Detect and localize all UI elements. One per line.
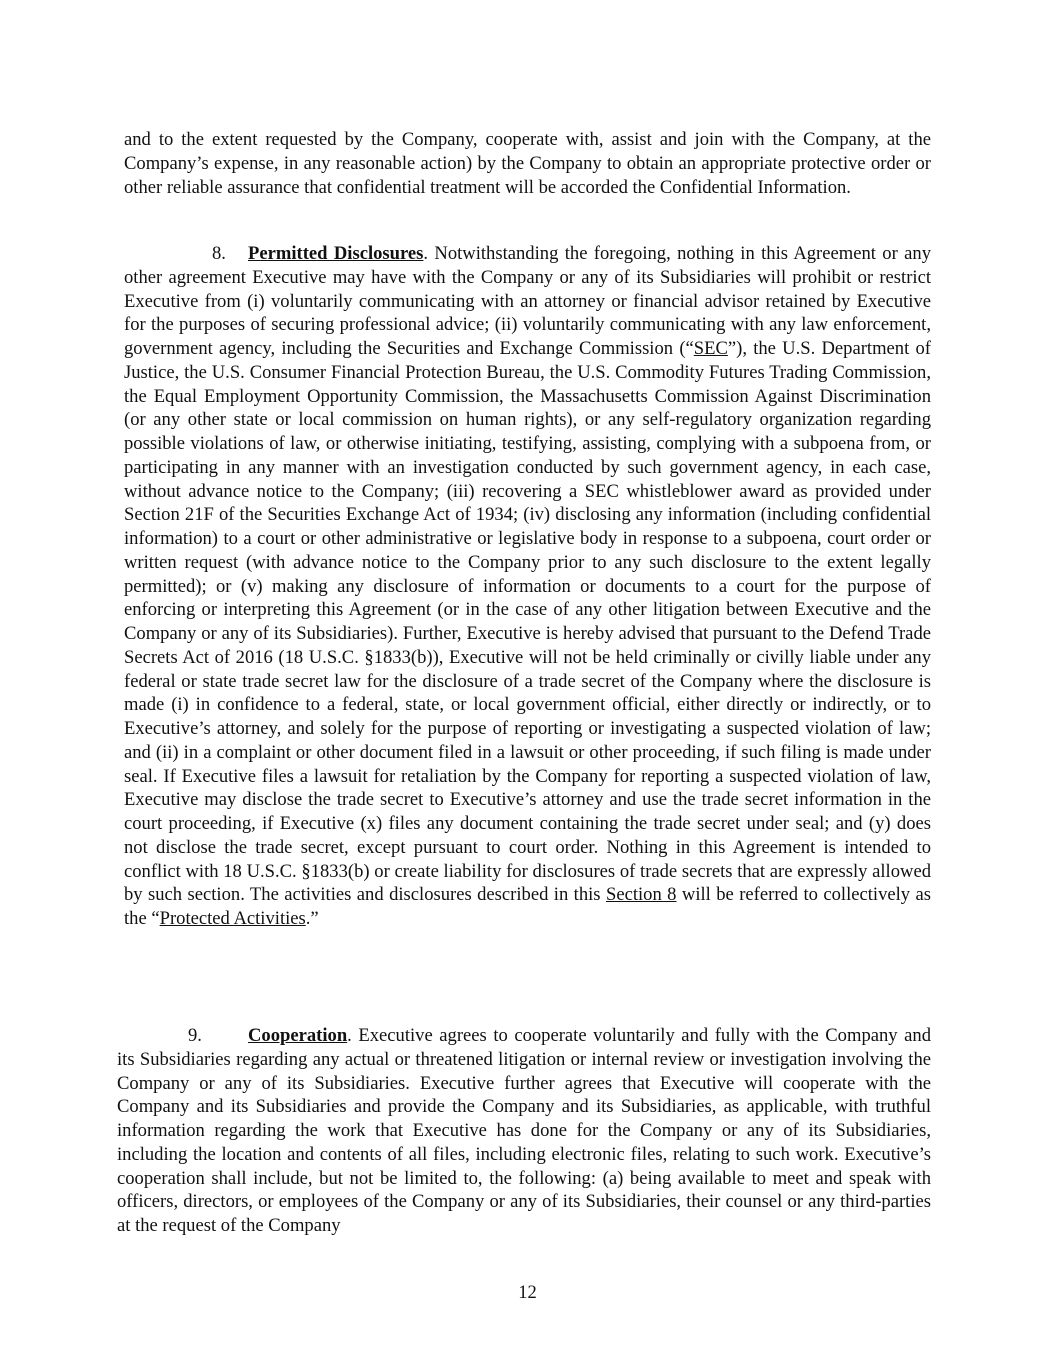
page-number: 12 — [518, 1282, 537, 1303]
continued-paragraph — [124, 128, 931, 199]
sec-defined-term: SEC — [693, 338, 728, 359]
section-8-text-3: will be referred to collectively as the “ — [124, 884, 932, 929]
section-9-text: . Executive agrees to cooperate voluntarily and fully with the Company and its Subsidiaries regarding any actual or threatened litigation or internal review or investigation involving the Company or any of its Subsidiaries. Executive further agrees that Executive will cooperate with the Company and its Subsidiaries and provide the Company and its Subsidiaries, as applicable, with truthful information regarding the work that Executive has done for the Company or any of its Subsidiaries, including the location and contents of all files, including electronic files, relating to such work. Executive’s cooperation shall include, but not be limited to, the following: (a) being available to meet and speak with officers, directors, or employees of the Company or any of its Subsidiaries, their counsel or any third-parties at the request of the Company — [117, 1025, 931, 1236]
section-8-text-2: ”), the U.S. Department of Justice, the U.S. Consumer Financial Protection Bureau, the U.S. Commodity Futures Trading Commission, the Equal Employment Opportunity Commission, the Massachusetts Commission Against Discrimination (or any other state or local commission on human rights), or any self-regulatory organization regarding possible violations of law, or otherwise initiating, testifying, assisting, complying with a subpoena from, or participating in any manner with an investigation conducted by such government agency, in each case, without advance notice to the Company; (iii) recovering a SEC whistleblower award as provided under Section 21F of the Securities Exchange Act of 1934; (iv) disclosing any information (including confidential information) to a court or other administrative or legislative body in response to a subpoena, court order or written request (with advance notice to the Company prior to any such disclosure to the extent legally permitted); or (v) making any disclosure of information or documents to a court for the purpose of enforcing or interpreting this Agreement (or in the case of any other litigation between Executive and the Company or any of its Subsidiaries). Further, Executive is hereby advised that pursuant to the Defend Trade Secrets Act of 2016 (18 U.S.C. §1833(b)), Executive will not be held criminally or civilly liable under any federal or state trade secret law for the disclosure of a trade secret of the Company where the disclosure is made (i) in confidence to a federal, state, or local government official, either directly or indirectly, or to Executive’s attorney, and solely for the purpose of reporting or investigating a suspected violation of law; and (ii) in a complaint or other document filed in a lawsuit or other proceeding, if such filing is made under seal. If Executive files a lawsuit for retaliation by the Company for reporting a suspected violation of law, Executive may disclose the trade secret to Executive’s attorney and use the trade secret information in the court proceeding, if Executive (x) files any document containing the trade secret under seal; and (y) does not disclose the trade secret, except pursuant to court order. Nothing in this Agreement is intended to conflict with 18 U.S.C. §1833(b) or create liability for disclosures of trade secrets that are expressly allowed by such section. The activities and disclosures described in this — [124, 338, 931, 906]
section-9-heading: Cooperation — [248, 1025, 348, 1046]
protected-activities-defined-term: Protected Activities — [159, 908, 306, 929]
section-8-heading: Permitted Disclosures — [248, 243, 424, 264]
section-9-paragraph: 9. Cooperation. Executive agrees to cooperate voluntarily and fully with the Company and its Subsidiaries regarding any actual or threatened litigation or internal review or investigation involving the Company or any of its Subsidiaries. Executive further agrees that Executive will cooperate with the Company and its Subsidiaries and provide the Company and its Subsidiaries, as applicable, with truthful information regarding the work that Executive has done for the Company or any of its Subsidiaries, including the location and contents of all files, including electronic files, relating to such work. Executive’s cooperation shall include, but not be limited to, the following: (a) being available to meet and speak with officers, directors, or employees of the Company or any of its Subsidiaries, their counsel or any third-parties at the request of the Company — [117, 1025, 931, 1236]
section-8-text-1: . Notwithstanding the foregoing, nothing in this Agreement or any other agreement Executive may have with the Company or any of its Subsidiaries will prohibit or restrict Executive from (i) voluntarily communicating with an attorney or financial advisor retained by Executive for the purposes of securing professional advice; (ii) voluntarily communicating with any law enforcement, government agency, including the Securities and Exchange Commission (“ — [124, 243, 931, 359]
continued-paragraph-text: and to the extent requested by the Company, cooperate with, assist and join with the Company, at the Company’s expense, in any reasonable action) by the Company to obtain an appropriate protective order or other reliable assurance that confidential treatment will be accorded the Confidential Information. — [124, 129, 931, 198]
section-8-cross-reference: Section 8 — [605, 884, 677, 906]
section-8-text-4: .” — [305, 908, 319, 929]
section-8-paragraph: 8. Permitted Disclosures. Notwithstanding the foregoing, nothing in this Agreement or any other agreement Executive may have with the Company or any of its Subsidiaries will prohibit or restrict Executive from (i) voluntarily communicating with an attorney or financial advisor retained by Executive for the purposes of securing professional advice; (ii) voluntarily communicating with any law enforcement, government agency, including the Securities and Exchange Commission (“SEC”), the U.S. Department of Justice, the U.S. Consumer Financial Protection Bureau, the U.S. Commodity Futures Trading Commission, the Equal Employment Opportunity Commission, the Massachusetts Commission Against Discrimination (or any other state or local commission on human rights), or any self-regulatory organization regarding possible violations of law, or otherwise initiating, testifying, assisting, complying with a subpoena from, or participating in any manner with an investigation conducted by such government agency, in each case, without advance notice to the Company; (iii) recovering a SEC whistleblower award as provided under Section 21F of the Securities Exchange Act of 1934; (iv) disclosing any information (including confidential information) to a court or other administrative or legislative body in response to a subpoena, court order or written request (with advance notice to the Company prior to any such disclosure to the extent legally permitted); or (v) making any disclosure of information or documents to a court for the purpose of enforcing or interpreting this Agreement (or in the case of any other litigation between Executive and the Company or any of its Subsidiaries). Further, Executive is hereby advised that pursuant to the Defend Trade Secrets Act of 2016 (18 U.S.C. §1833(b)), Executive will not be held criminally or civilly liable under any federal or state trade secret law for the disclosure of a trade secret of the Company where the disclosure is made (i) in confidence to a federal, state, or local government official, either directly or indirectly, or to Executive’s attorney, and solely for the purpose of reporting or investigating a suspected violation of law; and (ii) in a complaint or other document filed in a lawsuit or other proceeding, if such filing is made under seal. If Executive files a lawsuit for retaliation by the Company for reporting a suspected violation of law, Executive may disclose the trade secret to Executive’s attorney and use the trade secret information in the court proceeding, if Executive (x) files any document containing the trade secret under seal; and (y) does not disclose the trade secret, except pursuant to court order. Nothing in this Agreement is intended to conflict with 18 U.S.C. §1833(b) or create liability for disclosures of trade secrets that are expressly allowed by such section. The activities and disclosures described in this Section 8 will be referred to collectively as the “Protected Activities.” — [124, 243, 932, 929]
